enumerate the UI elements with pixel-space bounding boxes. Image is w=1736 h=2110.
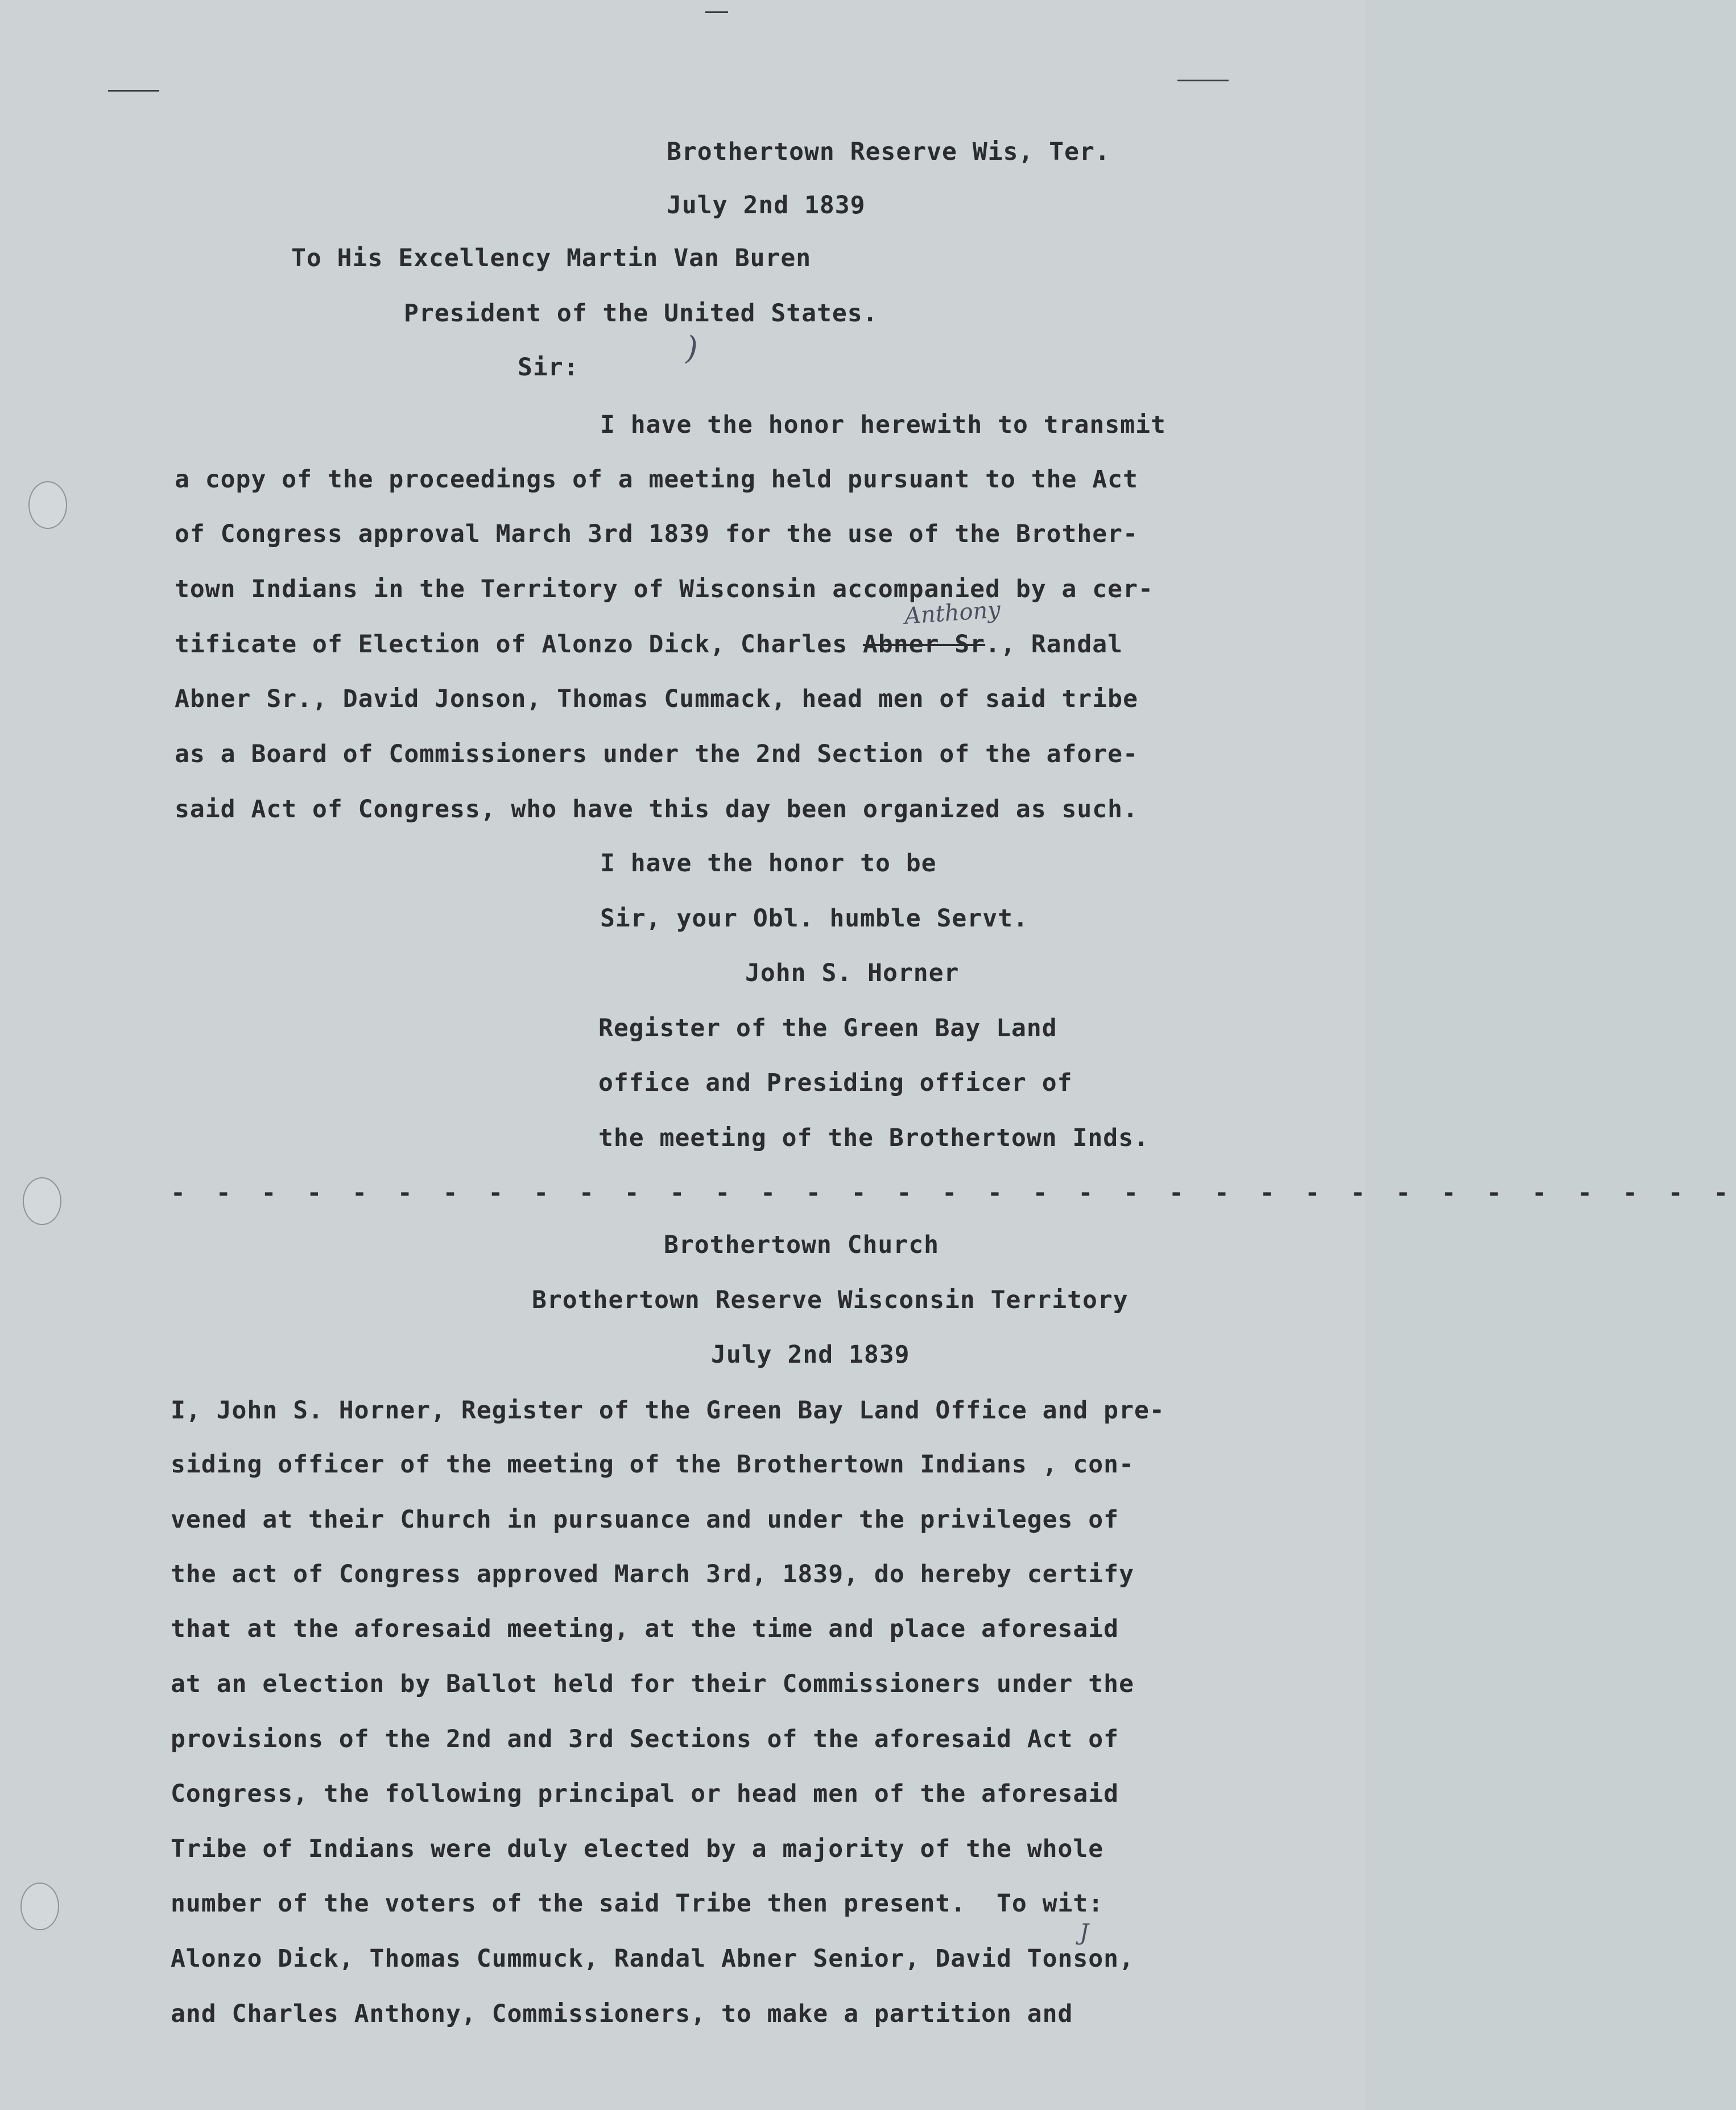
letter-closing-line: Sir, your Obl. humble Servt. xyxy=(600,904,1028,933)
corner-mark-top xyxy=(705,11,728,13)
certificate-body-line: Tribe of Indians were duly elected by a majority of the whole xyxy=(171,1835,1104,1863)
letter-body-line: town Indians in the Territory of Wisconsin accompanied by a cer- xyxy=(175,575,1154,603)
letter-heading-place: Brothertown Reserve Wis, Ter. xyxy=(667,138,1110,166)
letter-body-line-with-correction xyxy=(175,632,1123,657)
letter-heading-date: July 2nd 1839 xyxy=(667,191,866,220)
handwritten-tick: ) xyxy=(685,330,698,367)
struck-text: Abner Sr xyxy=(862,630,986,659)
certificate-heading-church: Brothertown Church xyxy=(664,1231,939,1259)
certificate-body-line: Congress, the following principal or head men of the aforesaid xyxy=(171,1780,1119,1808)
letter-addressee-line-2: President of the United States. xyxy=(404,299,878,328)
letter-body-line: a copy of the proceedings of a meeting held pursuant to the Act xyxy=(175,465,1138,494)
corner-mark-right xyxy=(1177,80,1229,81)
certificate-body-line: at an election by Ballot held for their Commissioners under the xyxy=(171,1670,1134,1698)
certificate-body-line: siding officer of the meeting of the Brothertown Indians , con- xyxy=(171,1450,1134,1479)
handwritten-j-correction: J xyxy=(1080,1919,1089,1946)
certificate-body-line: that at the aforesaid meeting, at the time and place aforesaid xyxy=(171,1615,1119,1643)
certificate-heading-date: July 2nd 1839 xyxy=(711,1341,910,1369)
certificate-body-line: number of the voters of the said Tribe then present. To wit: xyxy=(171,1889,1104,1918)
punch-hole-top xyxy=(28,481,67,529)
handwritten-insertion: Anthony xyxy=(903,597,1002,630)
letter-signature: John S. Horner xyxy=(745,959,960,987)
letter-closing-line: office and Presiding officer of xyxy=(598,1069,1073,1097)
letter-body-line: Abner Sr., David Jonson, Thomas Cummack, head men of said tribe xyxy=(175,685,1138,713)
certificate-heading-place: Brothertown Reserve Wisconsin Territory xyxy=(532,1286,1129,1314)
punch-hole-middle xyxy=(23,1177,61,1225)
letter-body-line5-start: tificate of Election of Alonzo Dick, Charles xyxy=(175,630,863,659)
certificate-body-line: vened at their Church in pursuance and under the privileges of xyxy=(171,1505,1119,1534)
letter-body-line: I have the honor herewith to transmit xyxy=(600,411,1166,439)
certificate-body-line: Alonzo Dick, Thomas Cummuck, Randal Abner Senior, David Tonson, xyxy=(171,1944,1134,1973)
certificate-body-line: the act of Congress approved March 3rd, 1839, do hereby certify xyxy=(171,1560,1134,1588)
letter-salutation: Sir: xyxy=(518,353,579,382)
section-separator: - - - - - - - - - - - - - - - - - - - - - - - - - - - - - - - - - - - xyxy=(171,1179,1736,1207)
letter-body-line5-end: ., Randal xyxy=(985,630,1123,659)
certificate-body-line: and Charles Anthony, Commissioners, to make a partition and xyxy=(171,2000,1073,2028)
letter-addressee-line-1: To His Excellency Martin Van Buren xyxy=(291,244,812,272)
letter-closing-line: Register of the Green Bay Land xyxy=(598,1014,1057,1042)
punch-hole-bottom xyxy=(20,1883,59,1930)
letter-body-line: of Congress approval March 3rd 1839 for the use of the Brother- xyxy=(175,520,1138,548)
letter-closing-line: the meeting of the Brothertown Inds. xyxy=(598,1124,1149,1152)
certificate-body-line: I, John S. Horner, Register of the Green Bay Land Office and pre- xyxy=(171,1396,1165,1425)
certificate-body-line: provisions of the 2nd and 3rd Sections of the aforesaid Act of xyxy=(171,1725,1119,1753)
letter-body-line: said Act of Congress, who have this day been organized as such. xyxy=(175,795,1138,824)
letter-body-line: as a Board of Commissioners under the 2nd Section of the afore- xyxy=(175,740,1138,768)
letter-closing-line: I have the honor to be xyxy=(600,849,937,878)
corner-mark-left xyxy=(108,90,159,92)
